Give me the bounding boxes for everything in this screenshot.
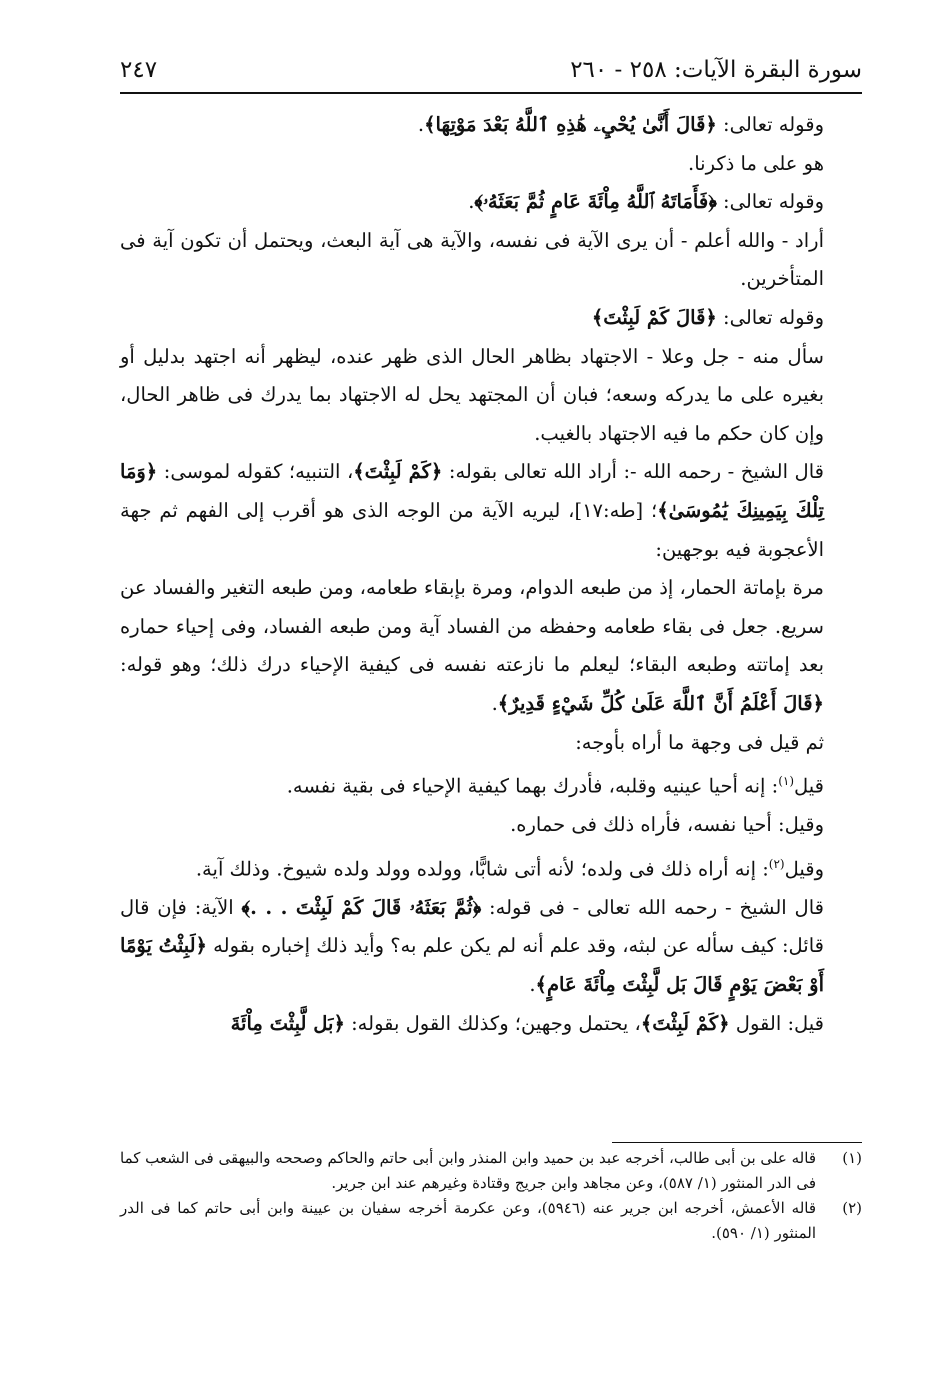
quran-quote: ﴿فَأَمَاتَهُ ٱللَّهُ مِاْئَةَ عَامٍ ثُمَّ بَعَثَهُۥ﴾ — [474, 190, 717, 214]
quran-quote: ﴿قَالَ كَمْ لَبِثْتَ﴾ — [591, 305, 717, 329]
text-run: قال الشيخ - رحمه الله تعالى - فى قوله: — [481, 895, 824, 919]
paragraph — [120, 569, 862, 723]
text-run: قيل — [794, 774, 824, 798]
running-title: سورة البقرة الآيات: ٢٥٨ - ٢٦٠ — [570, 57, 862, 83]
paragraph: هو على ما ذكرنا. — [688, 151, 824, 175]
paragraph — [120, 106, 862, 145]
footnote — [120, 1146, 862, 1196]
footnote-ref[interactable]: (١) — [778, 774, 795, 789]
main-text — [120, 106, 862, 1043]
paragraph: سأل منه - جل وعلا - الاجتهاد بظاهر الحال الذى ظهر عنده، ليظهر أنه اجتهد بدليل أو بغيره على ما يدركه وسعه؛ فبان أن المجتهد يحل له الاجتهاد بما يدرك فى ظاهر الحال، وإن كان حكم ما فيه الاجتهاد بالغيب. — [120, 344, 824, 445]
running-header — [120, 50, 862, 90]
quran-quote: ﴿وَمَا تِلْكَ بِيَمِينِكَ يَٰمُوسَىٰ﴾ — [120, 460, 824, 522]
paragraph: وقيل: أحيا نفسه، فأراه ذلك فى حماره. — [510, 813, 824, 837]
text-run: ، يحتمل وجهين؛ وكذلك القول بقوله: — [344, 1011, 641, 1035]
footnote-ref[interactable]: (٢) — [768, 856, 785, 871]
quran-quote: ﴿كَمْ لَبِثْتَ﴾ — [640, 1011, 730, 1035]
quran-quote: ﴿ثُمَّ بَعَثَهُۥ قَالَ كَمْ لَبِثْتَ . . .﴾ — [241, 895, 482, 919]
text-run: . — [468, 190, 475, 214]
book-page — [120, 0, 862, 1387]
footnotes — [120, 1146, 862, 1246]
paragraph — [120, 183, 862, 222]
quran-quote: ﴿قَالَ أَنَّىٰ يُحْيِۦ هَٰذِهِ ٱللَّهُ بَعْدَ مَوْتِهَا﴾ — [424, 113, 717, 136]
quran-quote: ﴿لَبِثْتُ يَوْمًا أَوْ بَعْضَ يَوْمٍ قَالَ بَل لَّبِثْتَ مِاْئَةَ عَامٍ﴾ — [120, 934, 824, 997]
text-run: وقوله تعالى: — [716, 190, 824, 214]
text-run: الآية: فإن قال قائل: كيف سأله عن لبثه، وقد علم أنه لم يكن علم به؟ وأيد ذلك إخباره بقوله — [120, 895, 824, 958]
text-run: . — [417, 113, 425, 136]
text-run: ، التنبيه؛ كقوله لموسى: — [157, 460, 354, 484]
paragraph: ثم قيل فى وجهة ما أراه بأوجه: — [575, 730, 824, 754]
paragraph — [120, 889, 862, 1005]
paragraph — [120, 299, 862, 338]
page-number: ٢٤٧ — [120, 57, 158, 83]
text-run: ؛ [طه:١٧]، ليريه الآية من الوجه الذى هو أقرب إلى الفهم ثم جهة الأعجوبة فيه بوجهين: — [120, 498, 824, 561]
text-run: . — [491, 691, 498, 715]
text-run: وقوله تعالى: — [716, 113, 824, 136]
paragraph: أراد - والله أعلم - أن يرى الآية فى نفسه، والآية هى آية البعث، ويحتمل أن تكون آية فى المتأخرين. — [120, 228, 824, 291]
text-run: قال الشيخ - رحمه الله -: أراد الله تعالى بقوله: — [442, 460, 824, 484]
footnote-text: قاله الأعمش، أخرجه ابن جرير عنه (٥٩٤٦)، وعن عكرمة أخرجه سفيان بن عيينة وابن أبى حاتم كما فى الدر المنثور (١/ ٥٩٠). — [120, 1199, 817, 1242]
quran-quote: ﴿كَمْ لَبِثْتَ﴾ — [353, 460, 443, 484]
footnote-number: (١) — [842, 1149, 862, 1167]
header-rule — [120, 92, 862, 94]
text-run: وقيل — [784, 857, 824, 881]
text-run: مرة بإماتة الحمار، إذ من طبعه الدوام، ومرة بإبقاء طعامه، ومن طبعه التغير والفساد عن سريع. جعل فى بقاء طعامه وحفظه من الفساد آية ومن طبعه الفساد، وفى إحياء حماره بعد إماتته وطبعه البقاء؛ ليعلم ما نازعته نفسه فى كيفية الإحياء درك ذلك؛ وهو قوله: — [120, 576, 824, 677]
paragraph — [120, 762, 862, 806]
footnote-rule — [612, 1142, 862, 1143]
text-run: قيل: القول — [729, 1011, 824, 1035]
footnote — [120, 1196, 862, 1246]
text-run: . — [529, 973, 536, 997]
paragraph — [120, 453, 862, 569]
footnote-number: (٢) — [842, 1199, 862, 1217]
text-run: وقوله تعالى: — [716, 305, 824, 329]
quran-quote: ﴿بَل لَّبِثْتَ مِاْئَةَ — [230, 1011, 345, 1035]
text-run: : إنه أراه ذلك فى ولده؛ لأنه أتى شابًّا، وولده وولد ولده شيوخ. وذلك آية. — [195, 857, 769, 881]
footnote-text: قاله على بن أبى طالب، أخرجه عبد بن حميد وابن المنذر وابن أبى حاتم والحاكم وصححه والبيهقى فى الشعب كما فى الدر المنثور (١/ ٥٨٧)، وعن مجاهد وابن جريج وقتادة وغيرهم عند ابن جرير. — [120, 1149, 816, 1192]
text-run: : إنه أحيا عينيه وقلبه، فأدرك بهما كيفية الإحياء فى بقية نفسه. — [286, 774, 779, 798]
paragraph — [120, 1005, 862, 1044]
paragraph — [120, 845, 862, 889]
quran-quote: ﴿قَالَ أَعْلَمُ أَنَّ ٱللَّهَ عَلَىٰ كُلِّ شَيْءٍ قَدِيرٌ﴾ — [497, 691, 824, 715]
